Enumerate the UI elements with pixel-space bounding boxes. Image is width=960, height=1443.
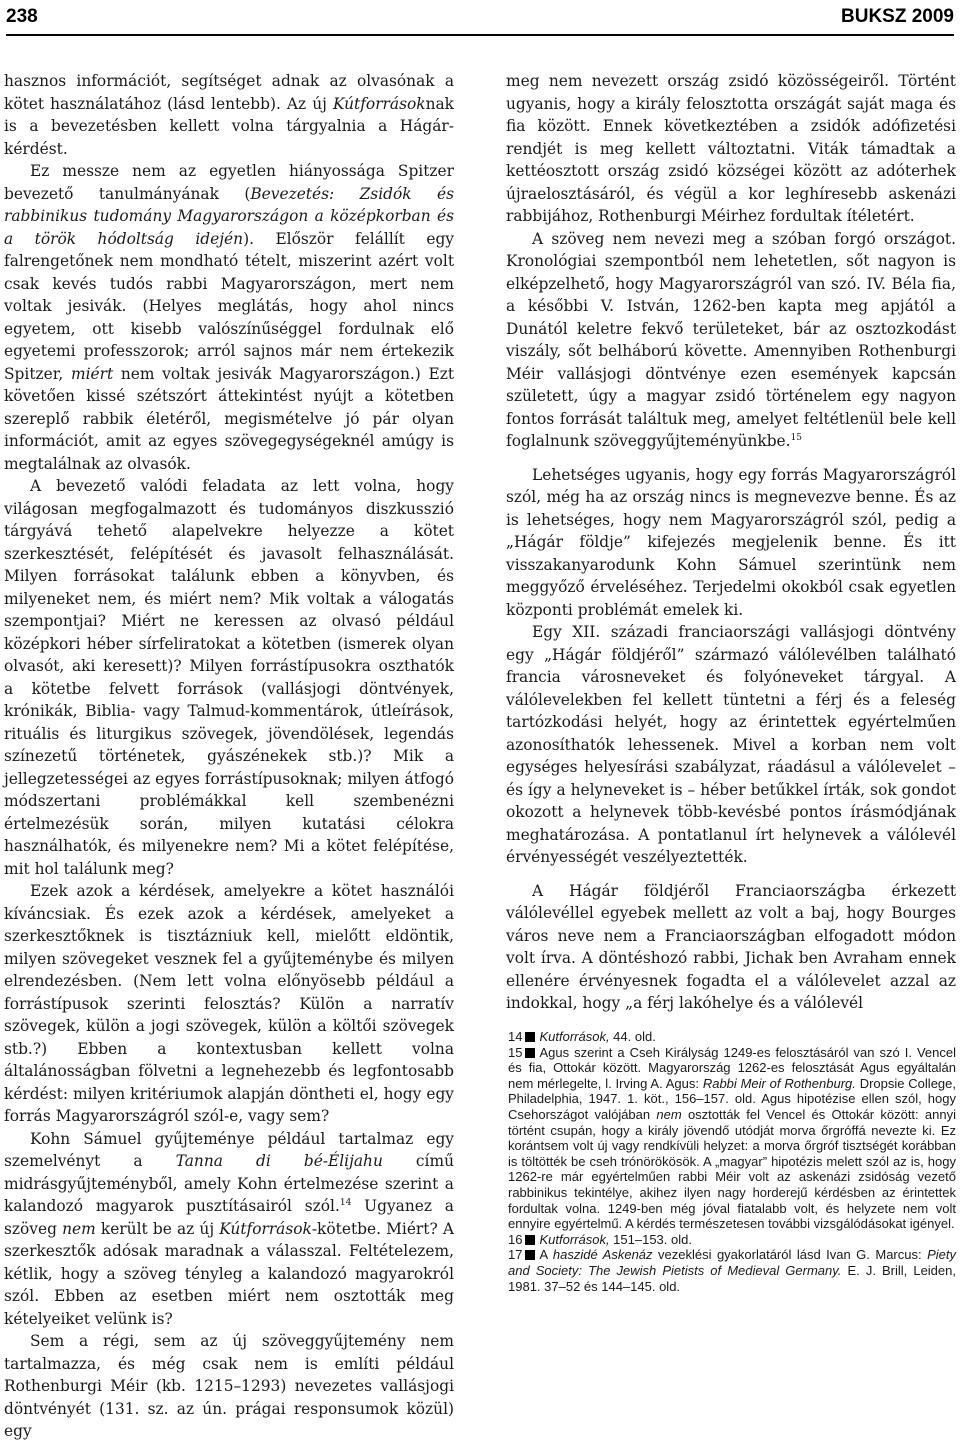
footnotes (508, 1029, 956, 1294)
paragraph: Ez messze nem az egyetlen hiányossága Spitzer bevezető tanulmányának (Bevezetés: Zsidók és rabbinikus tudomány Magyarországon a középkorban és a török hódoltság idején). Először felállít egy falrengetőnek nem mondható tételt, miszerint azért volt csak kevés tudós rabbi Magyarországon, mert nem voltak jesivák. (Helyes meglátás, hogy ahol nincs egyetem, ott kisebb valószínűséggel fordulnak elő egyetemi professzorok; arról sajnos már nem értekezik Spitzer, miért nem voltak jesivák Magyarországon.) Ezt követően kissé szétszórt áttekintést nyújt a kötetben szereplő rabbik életéről, megismételve jó pár olyan információt, amit az egyes szövegegységeknél amúgy is megtalálnak az olvasók. (4, 162, 454, 473)
right-column (506, 70, 956, 1015)
page-number: 238 (6, 6, 38, 27)
paragraph: Egy XII. századi franciaországi vallásjogi döntvény egy „Hágár földjéről” származó válólevélben található francia városneveket és folyóneveket tárgyal. A válólevelekben fel kellett tüntetni a férj és a feleség tartózkodási helyét, hogy az érintettek egyértelműen azonosíthatók lehessenek. Mivel a korban nem volt egységes helyesírási szabályzat, ráadásul a válólevelet – és így a helyneveket is – héber betűkkel írták, sok gondot okozott a helynevek több-kevésbé pontos írásmódjának meghatározása. A pontatlanul írt helynevek a válólevél érvényességét veszélyeztették. (506, 623, 956, 866)
journal-title: BUKSZ 2009 (841, 6, 954, 27)
paragraph: meg nem nevezett ország zsidó közösségeiről. Történt ugyanis, hogy a király felosztotta országát saját maga és fia között. Ennek következtében a zsidók adófizetési rendjét is meg kellett változtatni. Viták támadtak a kettéosztott ország zsidó községei között az adóterhek újraelosztásáról, és végül a kor leghíresebb askenázi rabbijához, Rothenburgi Méirhez fordultak ítéletért. (506, 72, 956, 225)
footnote-text: Kutforrások, 44. old. (539, 1029, 656, 1044)
square-bullet-icon (525, 1048, 535, 1058)
square-bullet-icon (525, 1250, 535, 1260)
paragraph: Kohn Sámuel gyűjteménye például tartalmaz egy szemelvényt a Tanna di bé-Élijahu című midrásgyűjteményből, amely Kohn értelmezése szerint a kalandozó magyarok pusztításairól szól.$^{14}$ Ugyanez a szöveg nem került be az új Kútforrások-kötetbe. Miért? A szerkesztők adósak maradnak a válasszal. Feltételezem, kétlik, hogy a szöveg tényleg a kalandozó magyarokról szól. Ebben az esetben miért nem osztották meg kételyeiket velünk is? (4, 1129, 454, 1328)
footnote-number: 16 (508, 1231, 523, 1247)
paragraph: hasznos információt, segítséget adnak az olvasónak a kötet használatához (lásd lentebb). Az új Kútforrásoknak is a bevezetésben kellett volna tárgyalnia a Hágár-kérdést. (4, 72, 454, 158)
paragraph: A Hágár földjéről Franciaországba érkezett válólevéllel egyebek mellett az volt a baj, hogy Bourges város neve nem a Franciaországban elfogadott módon volt írva. A döntéshozó rabbi, Jichak ben Avraham ennek ellenére érvényesnek fogadta el a válólevelet azzal az indokkal, hogy „a férj lakóhelye és a válólevél (506, 881, 956, 1012)
footnote (508, 1232, 956, 1248)
footnote-number: 14 (508, 1029, 523, 1044)
paragraph: Ezek azok a kérdések, amelyekre a kötet használói kíváncsiak. És ezek azok a kérdések, amelyeket a szerkesztőknek is tisztázniuk kell, mielőtt eldöntik, milyen szövegeket vesznek fel a gyűjteménybe és milyen elrendezésben. (Nem lett volna előnyösebb például a forrástípusok szerinti felosztás? Külön a narratív szövegek, külön a jogi szövegek, külön a költői szövegek stb.?) Ebben a kontextusban kellett volna általánosságban fölvetni a legnehezebb és legfontosabb kérdést: milyen kritériumok alapján döntheti el, hogy egy forrás Magyarországról szól-e, vagy sem? (4, 882, 454, 1125)
footnote (508, 1247, 956, 1294)
footnote-number: 15 (508, 1044, 523, 1060)
paragraph: Lehetséges ugyanis, hogy egy forrás Magyarországról szól, még ha az ország nincs is megnevezve benne. És az is lehetséges, hogy nem Magyarországról szól, pedig a „Hágár földje” kifejezés megjelenik benne. És itt visszakanyarodunk Kohn Sámuel szerintünk nem meggyőző érveléséhez. Terjedelmi okokból csak egyetlen központi problémát emelek ki. (506, 465, 956, 619)
square-bullet-icon (525, 1032, 535, 1042)
footnote (508, 1045, 956, 1232)
paragraph: A bevezető valódi feladata az lett volna, hogy világosan megfogalmazott és tudományos diszkusszió tárgyává tehető alapelvekre helyezze a kötet szerkesztését, felépítését és javasolt felhasználását. Milyen forrásokat találunk ebben a könyvben, és milyeneket nem, és miért nem? Mik voltak a válogatás szempontjai? Miért ne keressen az olvasó például középkori héber sírfeliratokat a kötetben (ismerek olyan olvasót, aki keresett)? Milyen forrástípusokra oszthatók a kötetbe felvett források (vallásjogi döntvények, krónikák, Biblia- vagy Talmud-kommentárok, útleírások, rituális és liturgikus szövegek, jövendölések, legendás színezetű történetek, gyászénekek stb.)? Mik a jellegzetességei az egyes forrástípusoknak; milyen átfogó módszertani problémákkal kell szembenézni értelmezésük során, milyen kutatási célokra használhatók, és milyenekre nem? Mi a kötet felépítése, mit hol találunk meg? (4, 477, 454, 878)
left-column (4, 70, 454, 1443)
footnote-number: 17 (508, 1247, 523, 1263)
square-bullet-icon (525, 1235, 535, 1245)
footnote (508, 1029, 956, 1045)
footnote-text: A haszidé Askenáz vezeklési gyakorlatáról lásd Ivan G. Marcus: Piety and Society: The Jewish Pietists of Medieval Germany. E. J. Brill, Leiden, 1981. 37–52 és 144–145. old. (508, 1247, 956, 1294)
footnote-text: Agus szerint a Cseh Királyság 1249-es felosztásáról van szó I. Vencel és fia, Ottokár között. Magyarország 1262-es felosztását Agus egyáltalán nem mérlegelte, l. Irving A. Agus: Rabbi Meir of Rothenburg. Dropsie College, Philadelphia, 1947. 1. köt., 156–157. old. Agus hipotézise ellen szól, hogy Csehországot valójában nem osztották fel Vencel és Ottokár között: annyi történt csupán, hogy a király jövendő utódját morva őrgróffá nevezte ki. Ez korántsem volt új vagy rendkívüli helyzet: a morva őrgróf tisztségét korábban is töltötték be cseh trónörökösök. A „magyar” hipotézis melett szól az is, hogy 1262-re már egyértelműen rabbi Méir volt az askenázi zsidóság vezető rabbinikus tekintélye, akihez ilyen nagy horderejű kérdésben az érintettek fordultak volna. 1249-ben még jóval fiatalabb volt, és helyzete nem volt ennyire egyértelmű. A kérdés természetesen további vizsgálódásokat igényel. (508, 1044, 956, 1232)
paragraph: A szöveg nem nevezi meg a szóban forgó országot. Kronológiai szempontból nem lehetetlen, sőt nagyon is elképzelhető, hogy Magyarországról van szó. IV. Béla fia, a későbbi V. István, 1262-ben kapta meg apjától a Dunától keletre fekvő területeket, bár az osztozkodást viszály, sőt belháború követte. Amennyiben Rothenburgi Méir vallásjogi döntvénye ezen események kapcsán született, úgy a magyar zsidó történelem egy nagyon fontos forrását találtuk meg, amelyet feltétlenül bele kell foglalnunk szöveggyűjteményünkbe.$^{15}$ (506, 229, 956, 450)
paragraph: Sem a régi, sem az új szöveggyűjtemény nem tartalmazza, és még csak nem is említi például Rothenburgi Méir (kb. 1215–1293) nevezetes vallásjogi döntvényét (131. sz. az ún. prágai responsumok közül) egy (4, 1332, 454, 1440)
footnote-text: Kutforrások, 151–153. old. (539, 1231, 692, 1247)
page-header (6, 6, 954, 36)
header-rule (6, 34, 954, 36)
